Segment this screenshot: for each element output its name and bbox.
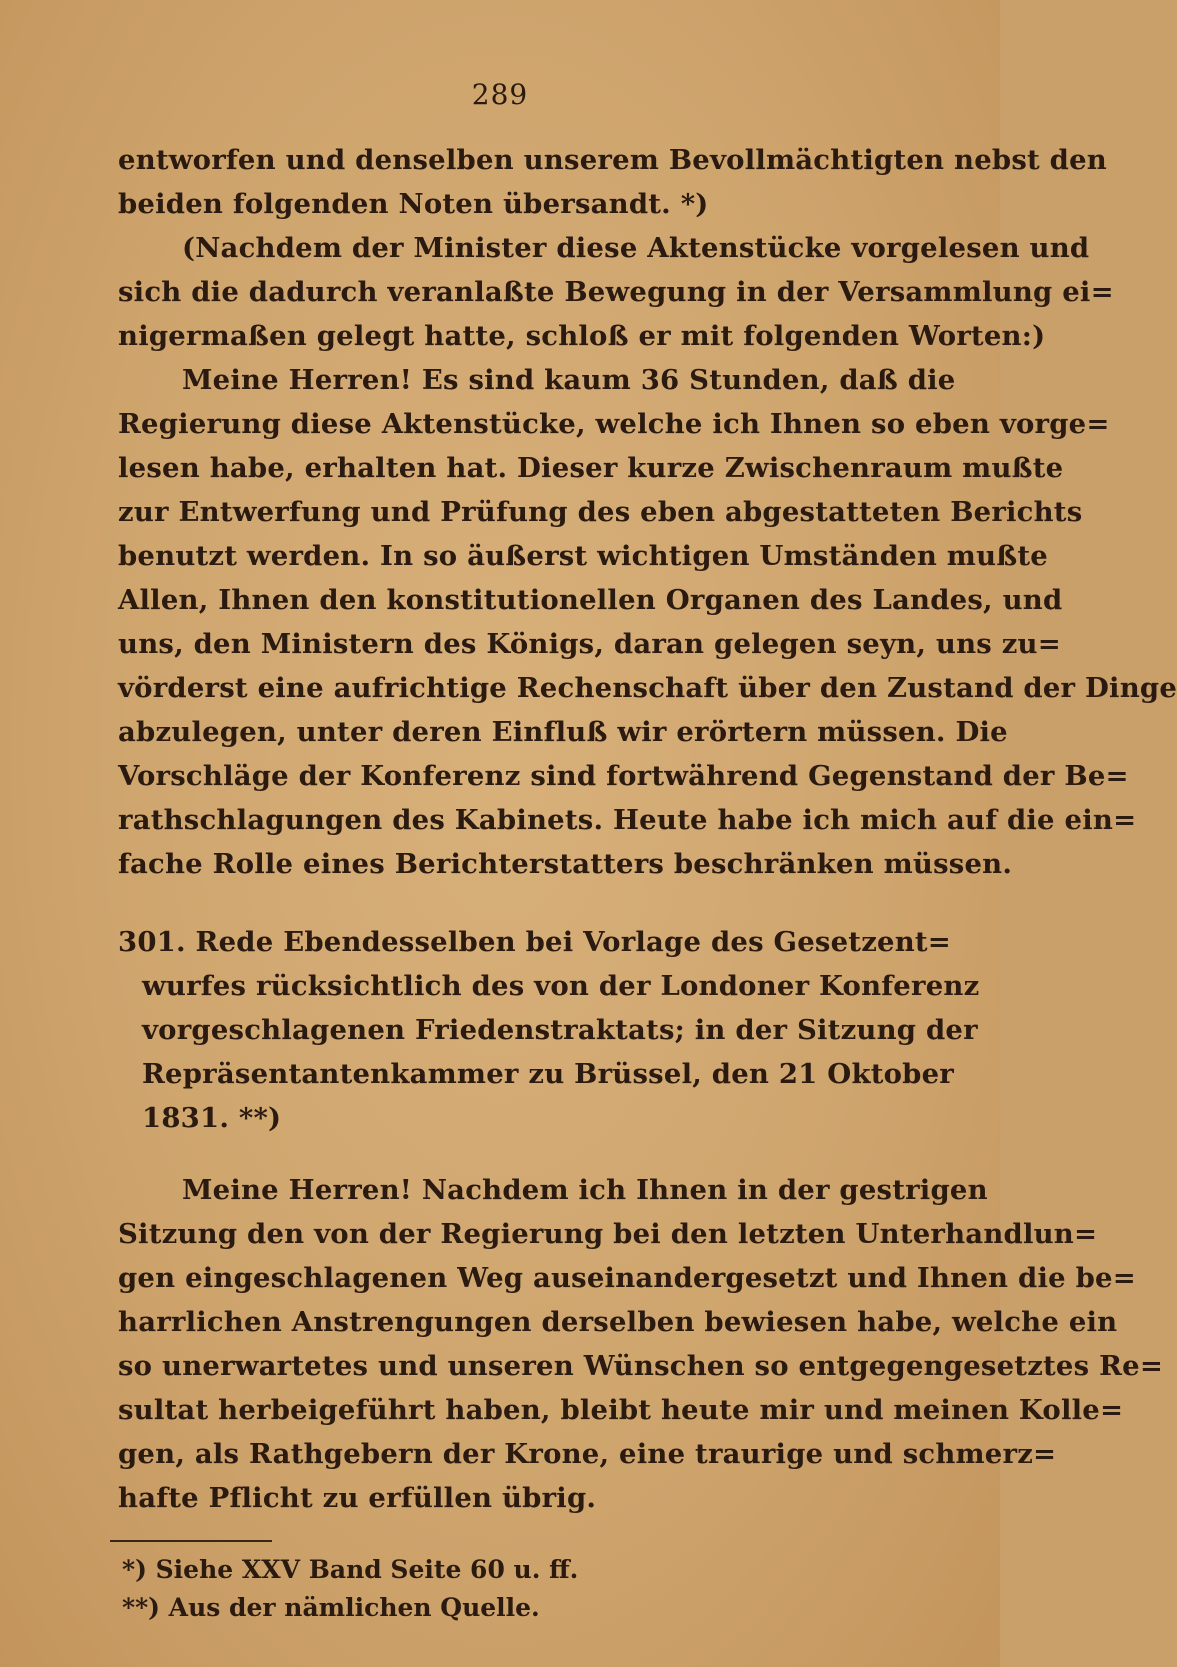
- text-line: nigermaßen gelegt hatte, schloß er mit folgenden Worten:): [118, 320, 1046, 352]
- text-line: rathschlagungen des Kabinets. Heute habe ich mich auf die ein=: [118, 804, 1137, 836]
- section-heading-line: 301. Rede Ebendesselben bei Vorlage des Gesetzent=: [118, 926, 952, 958]
- text-line: fache Rolle eines Berichterstatters beschränken müssen.: [118, 848, 1013, 880]
- text-line: Sitzung den von der Regierung bei den letzten Unterhandlun=: [118, 1218, 1098, 1250]
- text-line: beiden folgenden Noten übersandt. *): [118, 188, 709, 220]
- text-line: hafte Pflicht zu erfüllen übrig.: [118, 1482, 597, 1514]
- text-line: (Nachdem der Minister diese Aktenstücke vorgelesen und: [182, 232, 1090, 264]
- footnote: **) Aus der nämlichen Quelle.: [122, 1593, 540, 1622]
- text-line: sultat herbeigeführt haben, bleibt heute mir und meinen Kolle=: [118, 1394, 1124, 1426]
- text-line: Meine Herren! Nachdem ich Ihnen in der gestrigen: [182, 1174, 988, 1206]
- text-line: zur Entwerfung und Prüfung des eben abgestatteten Berichts: [118, 496, 1083, 528]
- footnote-rule: [110, 1540, 272, 1542]
- text-line: gen, als Rathgebern der Krone, eine traurige und schmerz=: [118, 1438, 1057, 1470]
- text-line: entworfen und denselben unserem Bevollmächtigten nebst den: [118, 144, 1107, 176]
- text-line: Allen, Ihnen den konstitutionellen Organen des Landes, und: [118, 584, 1063, 616]
- section-heading-line: vorgeschlagenen Friedenstraktats; in der Sitzung der: [142, 1014, 978, 1046]
- text-line: Vorschläge der Konferenz sind fortwährend Gegenstand der Be=: [118, 760, 1129, 792]
- text-line: harrlichen Anstrengungen derselben bewiesen habe, welche ein: [118, 1306, 1118, 1338]
- section-heading-line: Repräsentantenkammer zu Brüssel, den 21 Oktober: [142, 1058, 954, 1090]
- footnote: *) Siehe XXV Band Seite 60 u. ff.: [122, 1555, 579, 1584]
- page-number: 289: [471, 78, 529, 111]
- section-heading-line: wurfes rücksichtlich des von der Londoner Konferenz: [142, 970, 980, 1002]
- text-line: benutzt werden. In so äußerst wichtigen Umständen mußte: [118, 540, 1048, 572]
- section-heading-line: 1831. **): [142, 1102, 282, 1134]
- text-line: gen eingeschlagenen Weg auseinandergesetzt und Ihnen die be=: [118, 1262, 1136, 1294]
- text-line: sich die dadurch veranlaßte Bewegung in der Versammlung ei=: [118, 276, 1114, 308]
- text-line: vörderst eine aufrichtige Rechenschaft über den Zustand der Dinge: [118, 672, 1177, 704]
- text-line: Regierung diese Aktenstücke, welche ich Ihnen so eben vorge=: [118, 408, 1110, 440]
- text-line: lesen habe, erhalten hat. Dieser kurze Zwischenraum mußte: [118, 452, 1064, 484]
- text-line: uns, den Ministern des Königs, daran gelegen seyn, uns zu=: [118, 628, 1061, 660]
- text-line: so unerwartetes und unseren Wünschen so entgegengesetztes Re=: [118, 1350, 1164, 1382]
- text-line: abzulegen, unter deren Einfluß wir erörtern müssen. Die: [118, 716, 1008, 748]
- text-line: Meine Herren! Es sind kaum 36 Stunden, daß die: [182, 364, 956, 396]
